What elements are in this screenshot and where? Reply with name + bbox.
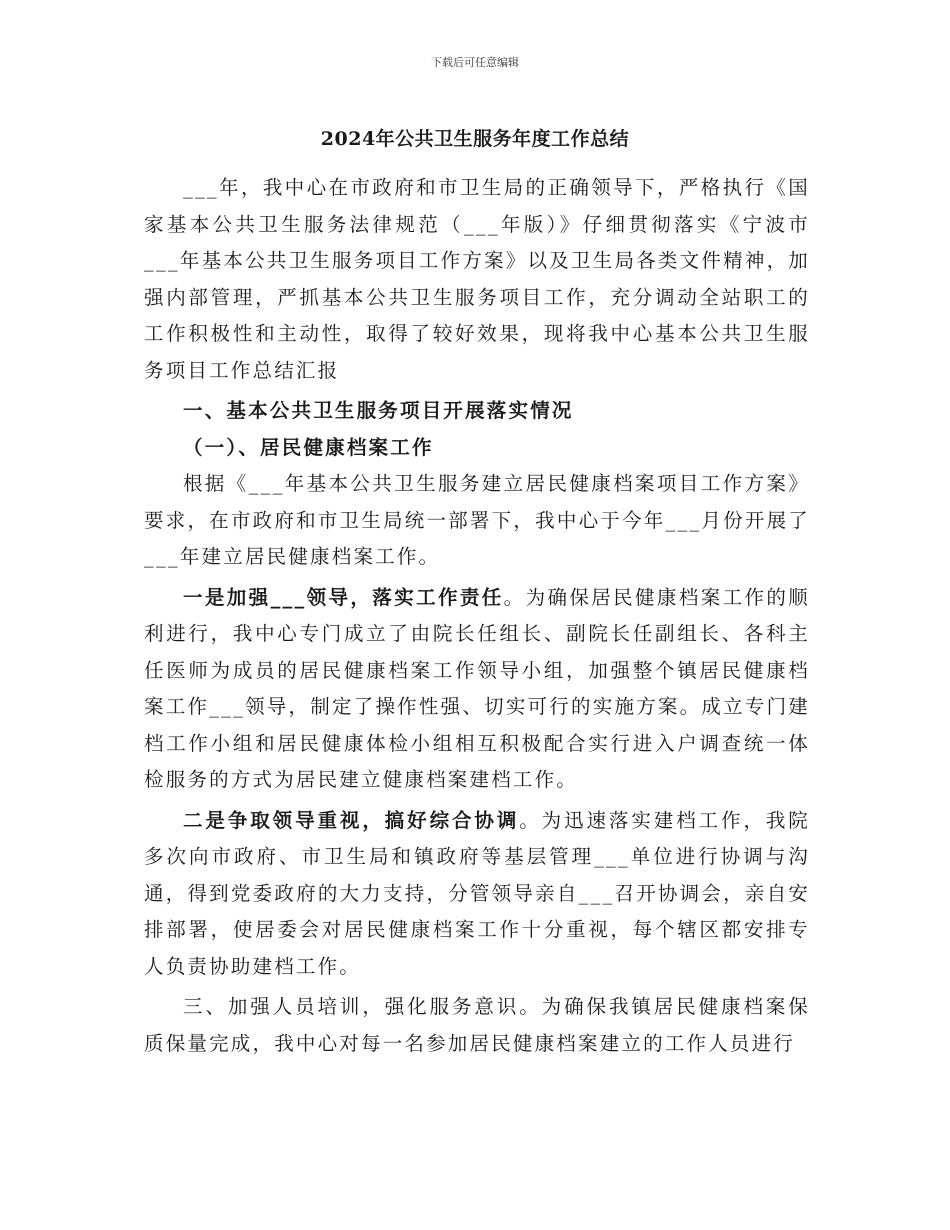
- point-lead-1: 一是加强___领导，落实工作责任: [183, 585, 504, 609]
- document-body: [144, 170, 810, 1062]
- point-paragraph-2: [144, 803, 810, 986]
- point-body-2: 。为迅速落实建档工作，我院多次向市政府、市卫生局和镇政府等基层管理___单位进行协调与沟通，得到党委政府的大力支持，分管领导亲自___召开协调会，亲自安排部署，使居委会对居民健康档案工作十分重视，每个辖区都安排专人负责协助建档工作。: [144, 808, 810, 978]
- intro-paragraph: ___年，我中心在市政府和市卫生局的正确领导下，严格执行《国家基本公共卫生服务法律规范（___年版）》仔细贯彻落实《宁波市___年基本公共卫生服务项目工作方案》以及卫生局各类文件精神，加强内部管理，严抓基本公共卫生服务项目工作，充分调动全站职工的工作积极性和主动性，取得了较好效果，现将我中心基本公共卫生服务项目工作总结汇报: [144, 176, 810, 382]
- point-body-1: 。为确保居民健康档案工作的顺利进行，我中心专门成立了由院长任组长、副院长任副组长、各科主任医师为成员的居民健康档案工作领导小组，加强整个镇居民健康档案工作___领导，制定了操作性强、切实可行的实施方案。成立专门建档工作小组和居民健康体检小组相互积极配合实行进入户调查统一体检服务的方式为居民建立健康档案建档工作。: [144, 585, 810, 791]
- document-title: 2024年公共卫生服务年度工作总结: [320, 128, 630, 150]
- point-lead-2: 二是争取领导重视，搞好综合协调: [183, 808, 520, 832]
- subsection-heading-1: （一）、居民健康档案工作: [183, 435, 434, 459]
- subsection-paragraph-1: 根据《___年基本公共卫生服务建立居民健康档案项目工作方案》要求，在市政府和市卫生局统一部署下，我中心于今年___月份开展了___年建立居民健康档案工作。: [144, 472, 810, 568]
- point-paragraph-1: [144, 580, 810, 799]
- header-note: 下载后可任意编辑: [431, 56, 519, 69]
- point-paragraph-3: 三、加强人员培训，强化服务意识。为确保我镇居民健康档案保质保量完成，我中心对每一名参加居民健康档案建立的工作人员进行: [144, 995, 810, 1055]
- section-heading-1: 一、基本公共卫生服务项目开展落实情况: [183, 399, 574, 422]
